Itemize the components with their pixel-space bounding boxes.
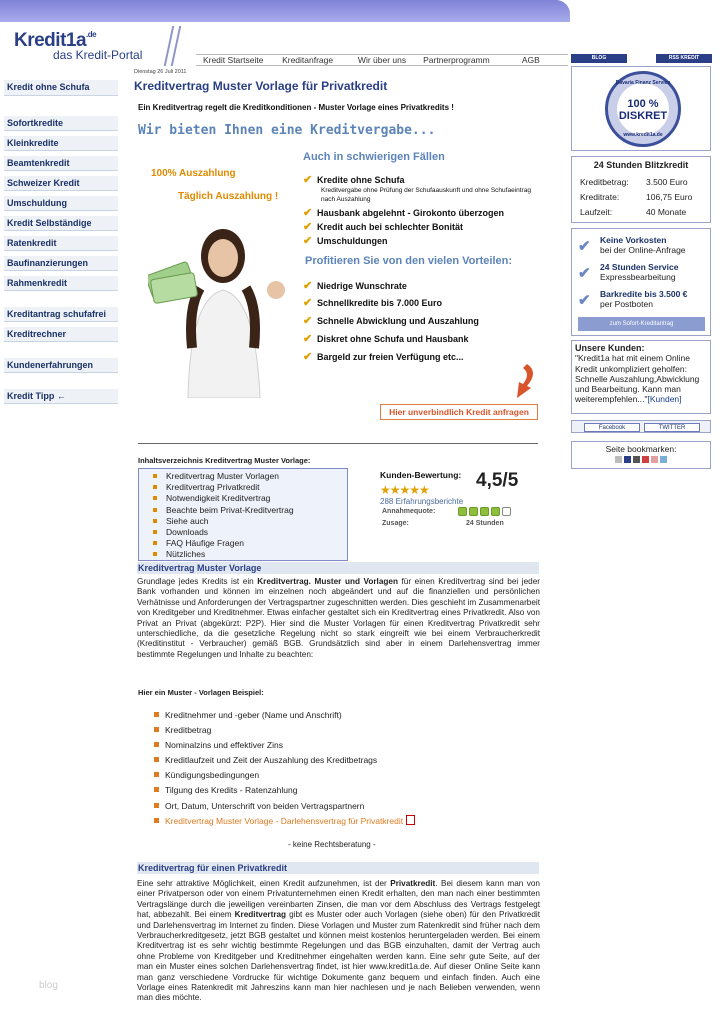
bookmark-icon[interactable] <box>615 456 622 463</box>
list-item: Kreditlaufzeit und Zeit der Auszahlung des Kreditbetrags <box>154 753 534 768</box>
banner-100-auszahlung: 100% Auszahlung <box>151 168 236 179</box>
bookmark-icon[interactable] <box>651 456 658 463</box>
section-heading-privatkredit: Kreditvertrag für einen Privatkredit <box>137 862 539 874</box>
toc-item[interactable]: FAQ Häufige Fragen <box>153 538 347 549</box>
pdf-icon <box>406 815 415 825</box>
bookmark-icon[interactable] <box>642 456 649 463</box>
sidebar-item-kredit-ohne-schufa[interactable]: Kredit ohne Schufa <box>4 80 118 96</box>
social-bar <box>571 420 711 433</box>
sidebar-item-sofortkredite[interactable]: Sofortkredite <box>4 116 118 131</box>
banner-slogan: Wir bieten Ihnen eine Kreditvergabe... <box>138 123 436 138</box>
toc-title: Inhaltsverzeichnis Kreditvertrag Muster Vorlage: <box>138 456 311 465</box>
toc-item[interactable]: Nützliches <box>153 549 347 560</box>
banner-heading-benefits: Profitieren Sie von den vielen Vorteilen: <box>305 255 513 267</box>
banner-heading-difficult-cases: Auch in schwierigen Fällen <box>303 151 445 163</box>
check-icon: ✔ <box>303 280 313 292</box>
section1-paragraph: Grundlage jedes Kredits ist ein Kreditvertrag. Muster und Vorlagen für einen Kreditvertrag sind bei jeder Bank vorhanden und können im einzelnen noch abgeändert und auf die finanziellen und persönlichen Verhätnisse und Anforderungen der Vertragspartner zugeschnitten werden. Dies geschieht im Zusammenarbeit von Kreditgeber und Kreditnehmer. Etwas einfacher gestaltet sich ein Kreditvertrag eines Privatkredit. Also von Privat an Privat (abgekürzt: P2P). Hier sind die Muster Vorlagen für einen Kreditvertrag Privatkredit sehr unterschiedliche, da die gesetzliche Regelung nicht so stark eingreift wie bei einem Verbraucherkredit (Kreditinstitut - Verbraucher) gemäß BGB. Grundsätzlich sind aber in einem Darlehensvertrag immer bestimmte Regelungen und Inhalte zu beachten: <box>137 577 540 659</box>
rating-score: 4,5/5 <box>476 470 519 491</box>
meter-dot-filled <box>480 507 489 516</box>
zusage-label: Zusage: <box>382 520 409 527</box>
check-icon: ✔ <box>303 297 313 309</box>
kredit-anfragen-button[interactable]: Hier unverbindlich Kredit anfragen <box>380 404 538 420</box>
blitzkredit-title: 24 Stunden Blitzkredit <box>593 160 689 170</box>
sidebar-item-schweizer-kredit[interactable]: Schweizer Kredit <box>4 176 118 191</box>
sidebar-item-ratenkredit[interactable]: Ratenkredit <box>4 236 118 251</box>
twitter-button[interactable]: TWITTER <box>644 423 700 432</box>
toc-item[interactable]: Downloads <box>153 527 347 538</box>
star-rating-icon: ★★★★★ <box>380 483 429 497</box>
sofort-kreditantrag-button[interactable]: zum Sofort-Kreditantrag <box>578 317 705 331</box>
disclaimer-note: - keine Rechtsberatung - <box>288 840 376 849</box>
blitzkredit-box <box>571 156 711 223</box>
nav-agb[interactable]: AGB <box>521 55 540 65</box>
toc-item[interactable]: Siehe auch <box>153 516 347 527</box>
banner-benefit: ✔ Schnellkredite bis 7.000 Euro <box>303 297 443 309</box>
table-row: Kreditbetrag: 3.500 Euro <box>580 176 688 187</box>
list-item: Ort, Datum, Unterschrift von beiden Vertragspartnern <box>154 799 534 814</box>
intro-text: Ein Kreditvertrag regelt die Kreditkonditionen - Muster Vorlage eines Privatkredits ! <box>138 103 454 112</box>
check-icon: ✔ <box>303 174 313 186</box>
rss-badge[interactable]: RSS KREDIT <box>656 54 712 63</box>
banner-feature: ✔ Hausbank abgelehnt - Girokonto überzogen <box>303 207 505 219</box>
advantages-box: ✔ Keine Vorkosten bei der Online-Anfrage ✔ 24 Stunden Service Expressbearbeitung ✔ Barkredite bis 3.500 € per Postboten zum Sofort-Kreditantrag <box>571 228 711 336</box>
check-icon: ✔ <box>578 292 591 309</box>
check-icon: ✔ <box>303 235 313 247</box>
banner-benefit: ✔ Schnelle Abwicklung und Auszahlung <box>303 315 479 327</box>
check-icon: ✔ <box>303 351 313 363</box>
top-badges <box>571 54 712 64</box>
toc-item[interactable]: Beachte beim Privat-Kreditvertrag <box>153 505 347 516</box>
rating-label: Kunden-Bewertung: <box>380 470 462 480</box>
post-date: Dienstag 26 Juli 2011 <box>134 69 187 75</box>
nav-kreditanfrage[interactable]: Kreditanfrage <box>282 55 334 65</box>
list-item: Kreditbetrag <box>154 723 534 738</box>
check-icon: ✔ <box>303 315 313 327</box>
header-gradient-bar <box>0 0 570 22</box>
table-row: Laufzeit: 40 Monate <box>580 206 687 217</box>
sidebar-item-kreditantrag-schufafrei[interactable]: Kreditantrag schufafrei <box>4 307 118 322</box>
sidebar-item-beamtenkredit[interactable]: Beamtenkredit <box>4 156 118 171</box>
banner-feature: ✔ Kredite ohne Schufa Kreditvergabe ohne Prüfung der Schufaauskunft und ohne Schufaeintrag nach Auszahlung <box>303 174 531 203</box>
check-icon: ✔ <box>578 265 591 282</box>
divider <box>138 443 538 444</box>
site-logo-subtitle: das Kredit-Portal <box>53 48 143 62</box>
top-nav <box>196 54 568 66</box>
bookmark-icon[interactable] <box>633 456 640 463</box>
bookmark-label: Seite bookmarken: <box>605 444 677 454</box>
sidebar <box>4 80 118 409</box>
header <box>0 0 728 66</box>
banner-benefit: ✔ Bargeld zur freien Verfügung etc... <box>303 351 464 363</box>
red-arrow-icon <box>513 362 539 400</box>
sidebar-item-kleinkredite[interactable]: Kleinkredite <box>4 136 118 151</box>
reviews-link[interactable]: 288 Erfahrungsberichte <box>380 497 464 506</box>
testimonial-text: "Kredit1a hat mit einem Online Kredit unkompliziert geholfen: Schnelle Auszahlung,Abwicklung und Bearbeitung. Kann man weiterempfehlen..." <box>575 353 700 405</box>
bookmark-box <box>571 441 711 469</box>
list-item: Nominalzins und effektiver Zins <box>154 738 534 753</box>
customer-testimonial-box <box>571 340 711 414</box>
testimonial-title: Unsere Kunden: <box>575 343 645 353</box>
customer-rating <box>380 470 540 530</box>
sidebar-item-kundenerfahrungen[interactable]: Kundenerfahrungen <box>4 358 118 373</box>
nav-kredit-startseite[interactable]: Kredit Startseite <box>202 55 264 65</box>
page-title: Kreditvertrag Muster Vorlage für Privatkredit <box>134 79 388 93</box>
blog-watermark: blog <box>39 980 58 991</box>
kunden-link[interactable]: [Kunden] <box>647 394 682 405</box>
banner-taeglich-auszahlung: Täglich Auszahlung ! <box>178 191 279 202</box>
banner-benefit: ✔ Diskret ohne Schufa und Hausbank <box>303 333 469 345</box>
toc-item[interactable]: Notwendigkeit Kreditvertrag <box>153 493 347 504</box>
nav-wir-ueber-uns[interactable]: Wir über uns <box>357 55 407 65</box>
list-item: Kreditnehmer und -geber (Name und Anschrift) <box>154 708 534 723</box>
promo-banner <box>138 118 538 423</box>
contract-contents-list <box>154 708 534 829</box>
bookmark-icon[interactable] <box>624 456 631 463</box>
acceptance-meter <box>458 507 513 518</box>
check-icon: ✔ <box>303 221 313 233</box>
bookmark-icon[interactable] <box>660 456 667 463</box>
table-of-contents <box>138 468 348 561</box>
banner-feature: ✔ Umschuldungen <box>303 235 388 247</box>
sidebar-item-rahmenkredit[interactable]: Rahmenkredit <box>4 276 118 291</box>
toc-item[interactable]: Kreditvertrag Privatkredit <box>153 482 347 493</box>
sidebar-item-umschuldung[interactable]: Umschuldung <box>4 196 118 211</box>
section-heading-muster-vorlage: Kreditvertrag Muster Vorlage <box>137 562 539 574</box>
sidebar-item-baufinanzierungen[interactable]: Baufinanzierungen <box>4 256 118 271</box>
toc-item[interactable]: Kreditvertrag Muster Vorlagen <box>153 471 347 482</box>
sidebar-item-kreditrechner[interactable]: Kreditrechner <box>4 327 118 342</box>
meter-dot-empty <box>502 507 511 516</box>
woman-with-money-illustration <box>148 218 298 398</box>
sidebar-item-kredit-tipp[interactable]: Kredit Tipp ← <box>4 389 118 404</box>
sidebar-item-kredit-selbstaendige[interactable]: Kredit Selbständige <box>4 216 118 231</box>
nav-partnerprogramm[interactable]: Partnerprogramm <box>423 55 490 65</box>
table-row: Kreditrate: 106,75 Euro <box>580 191 693 202</box>
facebook-button[interactable]: Facebook <box>584 423 640 432</box>
banner-feature: ✔ Kredit auch bei schlechter Bonität <box>303 221 464 233</box>
check-icon: ✔ <box>303 207 313 219</box>
check-icon: ✔ <box>303 333 313 345</box>
meter-dot-filled <box>458 507 467 516</box>
example-subheading: Hier ein Muster - Vorlagen Beispiel: <box>138 688 264 697</box>
site-logo[interactable]: $Kredit1a^{.de}$ <box>14 30 97 51</box>
pdf-download-link[interactable]: Kreditvertrag Muster Vorlage - Darlehensvertrag für Privatkredit <box>154 814 534 829</box>
check-icon: ✔ <box>578 238 591 255</box>
annahme-label: Annahmequote: <box>382 508 436 515</box>
list-item: Kündigungsbedingungen <box>154 768 534 783</box>
meter-dot-filled <box>469 507 478 516</box>
meter-dot-filled <box>491 507 500 516</box>
diskret-seal-icon: Bavaria Finanz Service 100 % DISKRET www.kredit1a.de <box>605 71 681 147</box>
section2-paragraph: Eine sehr attraktive Möglichkeit, einen Kredit aufzunehmen, ist der Privatkredit. Bei diesem kann man von einer Privatperson oder von einem Privatunternehmen einen Kredit erhalten, den man nach einer bestimmten Vertragslänge durch die jeweiligen vereinbarten Zinsen, die man vor dem Abschluss des Vertrags festgelegt hat, abbezahlt. Bei einem Kreditvertrag gibt es Muster oder auch Vorlagen (siehe oben) für den Privatkredit und Darlehensvertrag im Internet zu finden. Diese Vorlagen und Muster zum Ratenkredit sind früher nach dem Verbraucherkreditgesetz, jetzt BGB gestaltet und können meist kostenlos heruntergeladen werden. Bei einem Kreditvertrag ist es sehr wichtig bestimmte Regelungen und das BGB einzuhalten, damit der Vertrag auch ohne Probleme von Kreditgeber und Kreditnehmer eingehalten werden kann. Eine sehr gute Seite, auf der man ein Muster eines solchen Darlehensvertrag findet, ist hier www.kredit1a.de. Auf dieser Online Seite kann man ganz verschiedene Vordrucke für wichtige Dokumente ganz bequem und einfach finden. Auch eine Vorlage eines Ratenkredit mit Jahreszins kann man hier nachlesen und je nach Belieben verwenden, wenn man dies möchte. <box>137 879 540 1003</box>
blitzkredit-table <box>580 174 692 219</box>
banner-benefit: ✔ Niedrige Wunschrate <box>303 280 407 292</box>
list-item: Tilgung des Kredits - Ratenzahlung <box>154 783 534 798</box>
zusage-value: 24 Stunden <box>466 520 504 527</box>
blog-badge[interactable]: BLOG <box>571 54 627 63</box>
